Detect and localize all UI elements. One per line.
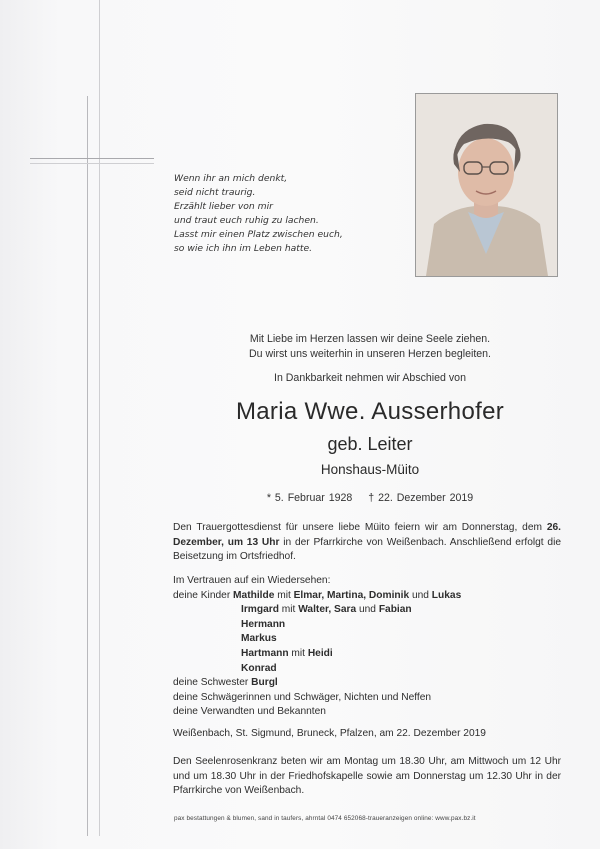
child-name: Hartmann	[241, 647, 289, 659]
family-row	[173, 603, 561, 618]
family-intro: Im Vertrauen auf ein Wiedersehen:	[173, 575, 331, 586]
life-dates	[150, 492, 590, 504]
cross-line	[99, 0, 100, 836]
poem-line: so wie ich ihn im Leben hatte.	[174, 242, 313, 254]
death-date: † 22. Dezember 2019	[368, 492, 474, 504]
poem-line: Lasst mir einen Platz zwischen euch,	[174, 228, 343, 240]
family-row: deine Schwägerinnen und Schwäger, Nichten und Neffen	[173, 691, 432, 703]
portrait-photo	[415, 93, 558, 277]
farewell-line: In Dankbarkeit nehmen wir Abschied von	[274, 372, 466, 384]
poem-line: seid nicht traurig.	[174, 186, 256, 198]
intro-line: Du wirst uns weiterhin in unseren Herzen begleiten.	[248, 348, 492, 360]
house-name: Honshaus-Müito	[320, 462, 420, 477]
service-text: in der Pfarrkirche von Weißenbach. Anschließend erfolgt die Beisetzung im Ortsfriedhof.	[173, 536, 561, 563]
birth-date: * 5. Februar 1928	[266, 492, 353, 504]
family-row	[173, 647, 561, 662]
intro-line: Mit Liebe im Herzen lassen wir deine Seele ziehen.	[249, 333, 491, 345]
cross-bar	[30, 163, 154, 164]
poem-line: Wenn ihr an mich denkt,	[174, 173, 288, 184]
partner-names: Elmar, Martina, Dominik	[293, 589, 410, 601]
poem	[174, 172, 394, 255]
child-name: Konrad	[241, 662, 277, 674]
rosary-text: Den Seelenrosenkranz beten wir am Montag um 18.30 Uhr, am Mittwoch um 12 Uhr und um 18.30 Uhr in der Friedhofskapelle sowie am Donnerstag um 12.30 Uhr in der Pfarrkirche von Weißenbach.	[173, 756, 561, 797]
family-label: deine Kinder	[173, 589, 234, 601]
partner-names: Heidi	[307, 647, 333, 659]
deceased-name: Maria Wwe. Ausserhofer	[235, 398, 505, 425]
place-date: Weißenbach, St. Sigmund, Bruneck, Pfalzen, am 22. Dezember 2019	[173, 728, 486, 739]
family-row	[173, 632, 561, 647]
partner-names: Lukas	[431, 589, 462, 601]
family-list	[173, 574, 561, 720]
partner-names: Walter, Sara	[298, 604, 357, 616]
cross-line	[87, 96, 88, 836]
birth-name: geb. Leiter	[327, 434, 413, 454]
family-conjunction: mit	[278, 604, 299, 616]
footer-imprint: pax bestattungen & blumen, sand in taufers, ahrntal 0474 652068-traueranzeigen online: www.pax.bz.it	[174, 815, 476, 822]
service-datetime: 26. Dezember, um 13 Uhr	[173, 522, 561, 548]
family-row	[173, 589, 561, 604]
family-conjunction: und	[409, 589, 432, 601]
poem-line: Erzählt lieber von mir	[174, 200, 273, 212]
child-name: Markus	[241, 633, 277, 645]
family-conjunction: mit	[288, 647, 308, 659]
cross-bar	[30, 158, 154, 159]
intro-text	[150, 332, 590, 362]
funeral-service-text	[173, 521, 561, 565]
child-name: Irmgard	[241, 604, 279, 616]
family-conjunction: und	[356, 604, 379, 616]
family-row: deine Verwandten und Bekannten	[173, 706, 326, 718]
family-conjunction: mit	[274, 589, 294, 601]
child-name: Mathilde	[233, 589, 275, 601]
sister-name: Burgl	[251, 677, 278, 689]
partner-names: Fabian	[378, 604, 412, 616]
family-label: deine Schwester	[173, 677, 252, 689]
service-text: Den Trauergottesdienst für unsere liebe Müito feiern wir am Donnerstag, dem	[173, 522, 547, 533]
poem-line: und traut euch ruhig zu lachen.	[174, 214, 319, 226]
child-name: Hermann	[241, 618, 286, 630]
family-row	[173, 618, 561, 633]
family-row	[173, 676, 561, 691]
family-row	[173, 662, 561, 677]
